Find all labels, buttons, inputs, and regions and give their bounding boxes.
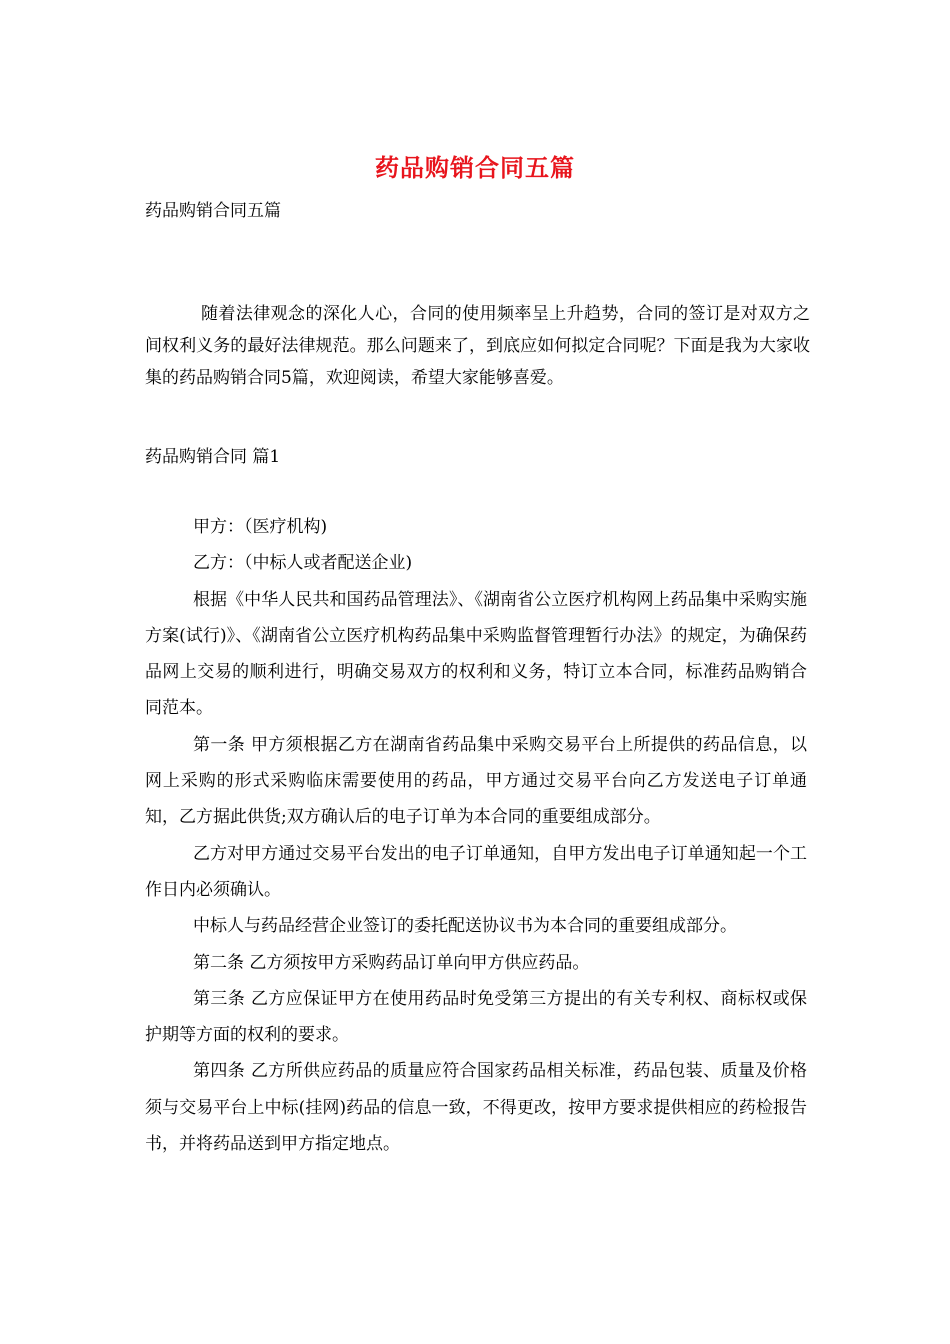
contract-paragraph: 乙方对甲方通过交易平台发出的电子订单通知，自甲方发出电子订单通知起一个工作日内必须确认。 bbox=[145, 843, 807, 900]
party-b-line: 乙方：（中标人或者配送企业) bbox=[193, 553, 413, 574]
contract-paragraph: 第二条 乙方须按甲方采购药品订单向甲方供应药品。 bbox=[193, 952, 590, 973]
contract-paragraph: 根据《中华人民共和国药品管理法》、《湖南省公立医疗机构网上药品集中采购实施方案(试行)》、《湖南省公立医疗机构药品集中采购监督管理暂行办法》的规定，为确保药品网上交易的顺利进行，明确交易双方的权利和义务，特订立本合同，标准药品购销合同范本。 bbox=[145, 589, 807, 719]
contract-paragraph: 第一条 甲方须根据乙方在湖南省药品集中采购交易平台上所提供的药品信息，以网上采购的形式采购临床需要使用的药品，甲方通过交易平台向乙方发送电子订单通知，乙方据此供货;双方确认后的电子订单为本合同的重要组成部分。 bbox=[145, 734, 807, 828]
document-subtitle: 药品购销合同五篇 bbox=[145, 201, 281, 221]
intro-paragraph: 随着法律观念的深化人心，合同的使用频率呈上升趋势，合同的签订是对双方之间权利义务的最好法律规范。那么问题来了，到底应如何拟定合同呢？下面是我为大家收集的药品购销合同5篇，欢迎阅读，希望大家能够喜爱。 bbox=[145, 304, 810, 388]
contract-paragraph: 第四条 乙方所供应药品的质量应符合国家药品相关标准，药品包装、质量及价格须与交易平台上中标(挂网)药品的信息一致，不得更改，按甲方要求提供相应的药检报告书，并将药品送到甲方指定地点。 bbox=[145, 1061, 807, 1155]
contract-paragraph: 中标人与药品经营企业签订的委托配送协议书为本合同的重要组成部分。 bbox=[193, 916, 737, 937]
contract-paragraph: 第三条 乙方应保证甲方在使用药品时免受第三方提出的有关专利权、商标权或保护期等方面的权利的要求。 bbox=[145, 988, 807, 1046]
section-heading: 药品购销合同 篇1 bbox=[145, 447, 281, 467]
party-a-line: 甲方：（医疗机构) bbox=[193, 517, 328, 537]
contract-body bbox=[145, 509, 807, 1162]
document-title: 药品购销合同五篇 bbox=[375, 153, 575, 182]
